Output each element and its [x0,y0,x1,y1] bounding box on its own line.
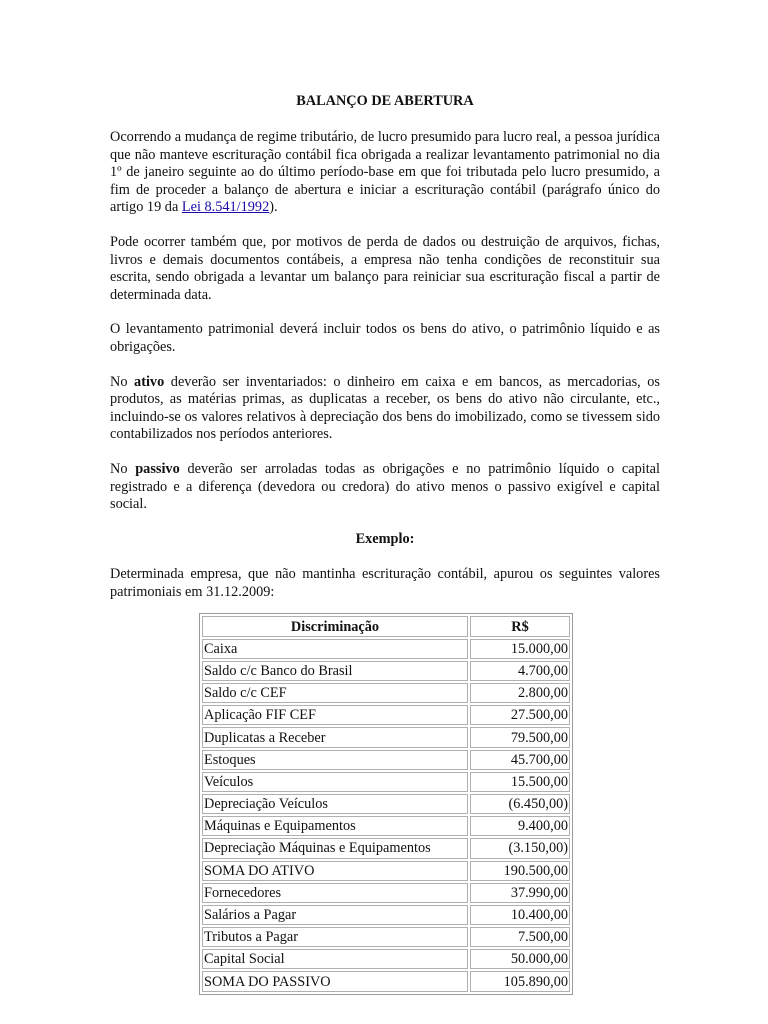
document-title: BALANÇO DE ABERTURA [296,93,474,109]
column-header-description: Discriminação [202,616,468,636]
row-value: 27.500,00 [470,705,570,725]
row-value: 10.400,00 [470,905,570,925]
row-value: 50.000,00 [470,949,570,969]
table-row [202,639,570,659]
table-row [202,861,570,881]
row-value: 15.000,00 [470,639,570,659]
paragraph-regime-change-text: Ocorrendo a mudança de regime tributário, de lucro presumido para lucro real, a pessoa jurídica que não manteve escrituração contábil fica obrigada a realizar levantamento patrimonial no dia 1º de janeiro seguinte ao do último período-base em que foi tributada pelo lucro presumido, a fim de proceder a balanço de abertura e iniciar a escrituração contábil (parágrafo único do artigo 19 da [110,129,660,216]
table-row [202,971,570,991]
row-value: 2.800,00 [470,683,570,703]
row-value: 45.700,00 [470,750,570,770]
table-row [202,905,570,925]
table-row [202,772,570,792]
paragraph-liabilities-text: deverão ser arroladas todas as obrigações e no patrimônio líquido o capital registrado e a diferença (devedora ou credora) do ativo menos o passivo exigível e capital social. [110,460,660,513]
row-description: Capital Social [202,949,468,969]
liabilities-bold-term: passivo [135,460,180,477]
table-row [202,705,570,725]
row-value: 4.700,00 [470,661,570,681]
row-value: (3.150,00) [470,838,570,858]
row-description: Fornecedores [202,883,468,903]
paragraph-liabilities-lead: No [110,460,136,477]
row-value: 190.500,00 [470,861,570,881]
row-value: 7.500,00 [470,927,570,947]
row-description: Estoques [202,750,468,770]
table-row [202,927,570,947]
paragraph-assets [110,374,660,444]
table-row [202,661,570,681]
table-header-row [202,616,570,636]
table-row [202,750,570,770]
paragraph-example-intro: Determinada empresa, que não mantinha escrituração contábil, apurou os seguintes valores patrimoniais em 31.12.2009: [110,566,660,600]
row-value: 79.500,00 [470,727,570,747]
paragraph-regime-change-end: ). [269,199,278,216]
row-description: Tributos a Pagar [202,927,468,947]
paragraph-assets-lead: No [110,373,135,390]
row-description: Depreciação Veículos [202,794,468,814]
row-description: Caixa [202,639,468,659]
row-value: 105.890,00 [470,971,570,991]
row-description: Aplicação FIF CEF [202,705,468,725]
table-row [202,838,570,858]
paragraph-survey-scope: O levantamento patrimonial deverá incluir todos os bens do ativo, o patrimônio líquido e as obrigações. [110,321,660,355]
table-row [202,683,570,703]
table-row [202,727,570,747]
row-description: SOMA DO PASSIVO [202,971,468,991]
row-description: Duplicatas a Receber [202,727,468,747]
balance-table-body [202,639,570,992]
table-row [202,816,570,836]
table-row [202,794,570,814]
row-description: Salários a Pagar [202,905,468,925]
paragraph-assets-text: deverão ser inventariados: o dinheiro em caixa e em bancos, as mercadorias, os produtos, as matérias primas, as duplicatas a receber, os bens do ativo não circulante, etc., incluindo-se os valores relativos à depreciação dos bens do imobilizado, como se tivessem sido contabilizados nos períodos anteriores. [110,373,660,443]
row-value: 37.990,00 [470,883,570,903]
balance-table-wrapper [199,613,660,994]
assets-bold-term: ativo [134,373,165,390]
document-page [110,90,660,995]
balance-table [199,613,573,994]
paragraph-regime-change [110,129,660,217]
paragraph-data-loss: Pode ocorrer também que, por motivos de perda de dados ou destruição de arquivos, fichas, livros e demais documentos contábeis, a empresa não tenha condições de reconstituir sua escrita, sendo obrigada a levantar um balanço para reiniciar sua escrituração fiscal a partir de determinada data. [110,233,660,303]
example-heading: Exemplo: [355,530,415,547]
paragraph-liabilities [110,461,660,514]
row-description: Máquinas e Equipamentos [202,816,468,836]
law-8541-link[interactable]: Lei 8.541/1992 [181,199,270,216]
row-value: 9.400,00 [470,816,570,836]
column-header-value: R$ [470,616,570,636]
row-value: 15.500,00 [470,772,570,792]
table-row [202,949,570,969]
row-value: (6.450,00) [470,794,570,814]
row-description: Veículos [202,772,468,792]
row-description: SOMA DO ATIVO [202,861,468,881]
table-row [202,883,570,903]
row-description: Saldo c/c Banco do Brasil [202,661,468,681]
row-description: Saldo c/c CEF [202,683,468,703]
row-description: Depreciação Máquinas e Equipamentos [202,838,468,858]
